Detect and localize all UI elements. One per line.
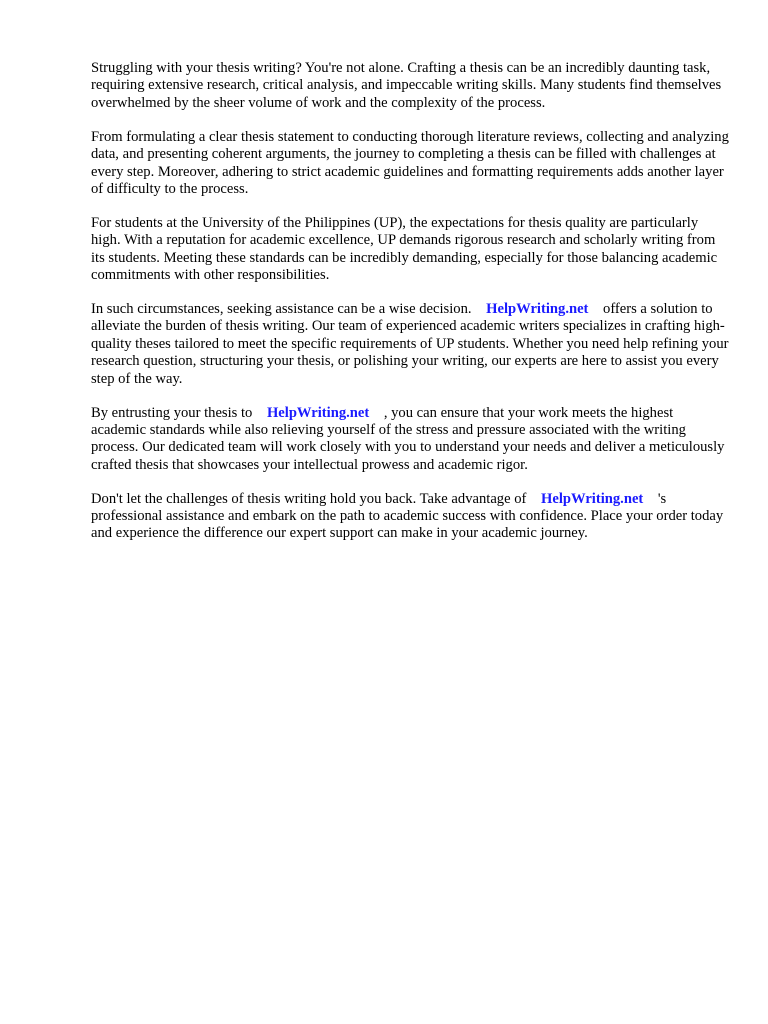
paragraph-entrusting — [91, 405, 731, 475]
paragraph-text-after: , you can ensure that your work meets the highest academic standards while also relieving yourself of the stress and pressure associated with the writing process. Our dedicated team will work closely with you to understand your needs and deliver a meticulously crafted thesis that showcases your intellectual prowess and academic rigor. — [91, 404, 725, 473]
document-body — [91, 60, 731, 559]
helpwriting-link[interactable]: HelpWriting.net — [266, 404, 370, 421]
paragraph-text: For students at the University of the Philippines (UP), the expectations for thesis quality are particularly high. With a reputation for academic excellence, UP demands rigorous research and scholarly writing from its students. Meeting these standards can be incredibly demanding, especially for those balancing academic commitments with other responsibilities. — [91, 214, 718, 284]
paragraph-text-after: 's professional assistance and embark on the path to academic success with confidence. Place your order today and experience the difference our expert support can make in your academic journey. — [91, 490, 724, 542]
helpwriting-link[interactable]: HelpWriting.net — [540, 490, 644, 507]
paragraph-call-to-action — [91, 491, 731, 543]
paragraph-text: Struggling with your thesis writing? You're not alone. Crafting a thesis can be an incredibly daunting task, requiring extensive research, critical analysis, and impeccable writing skills. Many students find themselves overwhelmed by the sheer volume of work and the complexity of the process. — [91, 60, 722, 111]
paragraph-intro — [91, 60, 731, 112]
paragraph-text: From formulating a clear thesis statement to conducting thorough literature reviews, collecting and analyzing data, and presenting coherent arguments, the journey to completing a thesis can be filled with challenges at every step. Moreover, adhering to strict academic guidelines and formatting requirements adds another layer of difficulty to the process. — [91, 128, 729, 197]
paragraph-challenges — [91, 129, 731, 199]
paragraph-text-before: In such circumstances, seeking assistance can be a wise decision. — [91, 300, 472, 317]
paragraph-up-expectations — [91, 215, 731, 285]
paragraph-assistance — [91, 301, 731, 388]
helpwriting-link[interactable]: HelpWriting.net — [486, 300, 589, 317]
paragraph-text-before: Don't let the challenges of thesis writing hold you back. Take advantage of — [91, 490, 527, 507]
paragraph-text-after: offers a solution to alleviate the burden of thesis writing. Our team of experienced academic writers specializes in crafting high-quality theses tailored to meet the specific requirements of UP students. Whether you need help refining your research question, structuring your thesis, or polishing your writing, our experts are here to assist you every step of the way. — [91, 300, 729, 387]
paragraph-text-before: By entrusting your thesis to — [91, 404, 253, 421]
